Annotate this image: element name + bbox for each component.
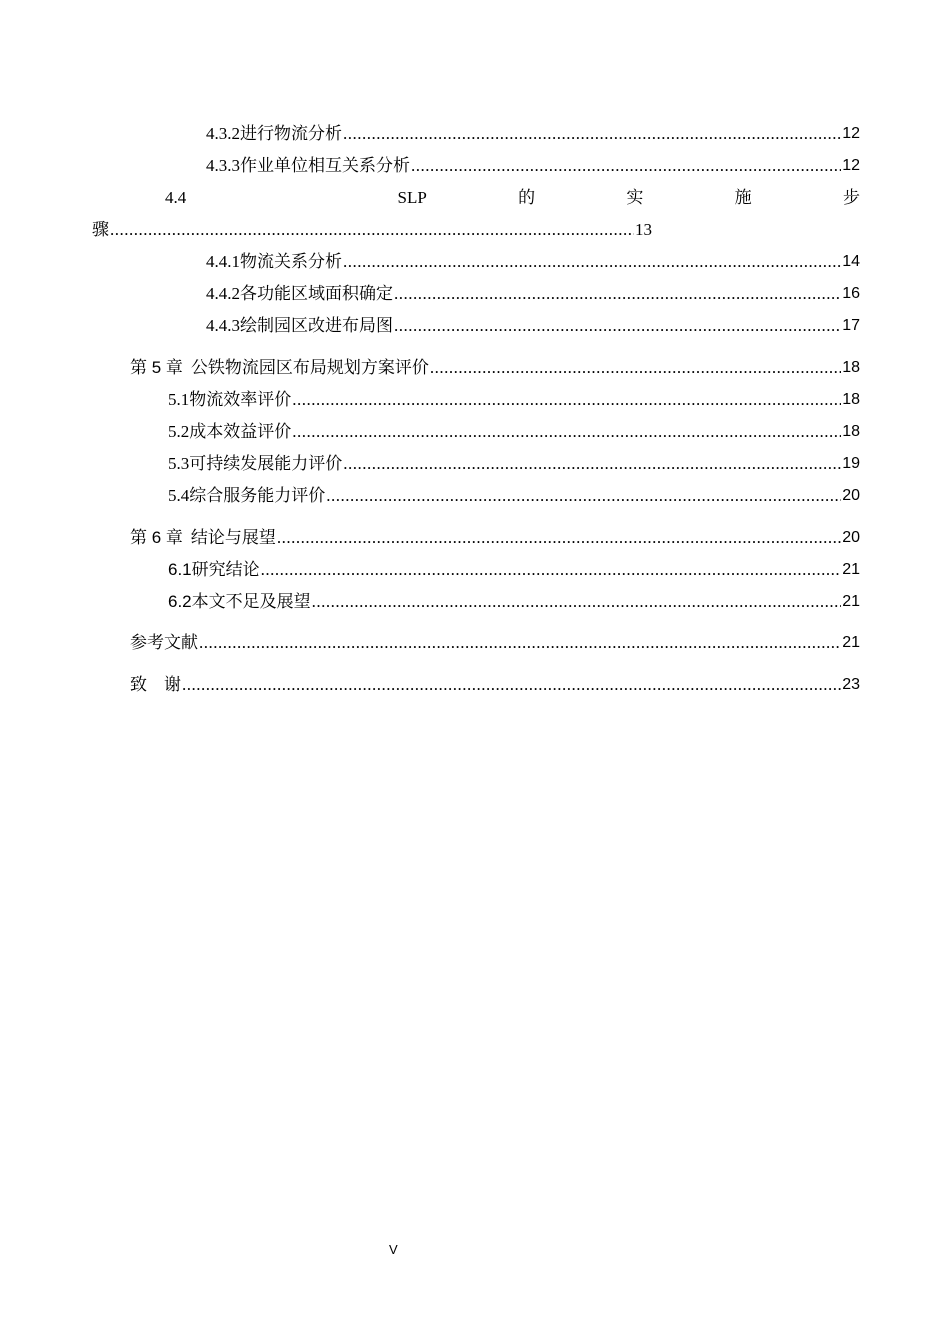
toc-entry-5-1[interactable] [168, 386, 860, 410]
toc-leader [326, 486, 841, 506]
toc-entry-5-2[interactable] [168, 418, 860, 442]
toc-title-part: 骤 [92, 220, 109, 239]
toc-leader [312, 592, 842, 612]
toc-number: 6.1 [168, 560, 192, 579]
toc-entry-4-4-3[interactable] [206, 312, 860, 336]
toc-leader [261, 560, 842, 580]
toc-number: 6.2 [168, 592, 192, 611]
toc-title: 进行物流分析 [240, 124, 342, 143]
toc-page: 23 [842, 676, 860, 693]
toc-page: 21 [842, 634, 860, 651]
toc-page: 21 [842, 593, 860, 610]
toc-title: 结论与展望 [190, 528, 276, 547]
toc-title: 可持续发展能力评价 [189, 454, 343, 473]
toc-entry-6-2[interactable] [168, 588, 860, 612]
toc-page: 14 [842, 253, 860, 270]
toc-title: 本文不足及展望 [191, 592, 311, 611]
toc-leader [199, 633, 841, 653]
toc-leader [110, 220, 634, 240]
toc-title: 成本效益评价 [189, 422, 292, 441]
toc-title: 公铁物流园区布局规划方案评价 [190, 358, 429, 377]
toc-leader [292, 390, 841, 410]
toc-page: 16 [842, 285, 860, 302]
toc-title: 研究结论 [191, 560, 260, 579]
toc-number: 4.4 [165, 188, 187, 207]
toc-title: 参考文献 [130, 633, 198, 652]
toc-page: 17 [842, 317, 860, 334]
toc-entry-chapter-5[interactable] [130, 354, 860, 378]
toc-entry-4-4-1[interactable] [206, 248, 860, 272]
toc-entry-acknowledgements[interactable] [130, 671, 860, 695]
toc-title-part: 实 [626, 188, 644, 207]
toc-number: 4.3.3 [206, 156, 240, 175]
toc-chapter-number: 第 5 章 [130, 358, 183, 377]
toc-page: 13 [635, 220, 652, 239]
toc-number: 4.4.1 [206, 252, 240, 271]
toc-number: 5.3 [168, 454, 190, 473]
toc-page: 18 [842, 423, 860, 440]
toc-page: 19 [842, 455, 860, 472]
toc-title: 作业单位相互关系分析 [240, 156, 410, 175]
toc-title-part: 的 [518, 188, 536, 207]
toc-entry-6-1[interactable] [168, 556, 860, 580]
toc-leader [430, 358, 841, 378]
toc-leader [394, 284, 841, 304]
toc-entry-references[interactable] [130, 629, 860, 653]
toc-title: 绘制园区改进布局图 [240, 316, 393, 335]
toc-page: 12 [842, 125, 860, 142]
toc-entry-4-4-2[interactable] [206, 280, 860, 304]
toc-leader [182, 675, 841, 695]
toc-title: 综合服务能力评价 [189, 486, 326, 505]
toc-leader [411, 156, 841, 176]
toc-number: 5.2 [168, 422, 190, 441]
toc-entry-4-3-2[interactable] [206, 120, 860, 144]
toc-page: 20 [842, 529, 860, 546]
toc-page: 18 [842, 359, 860, 376]
toc-page: 20 [842, 487, 860, 504]
toc-page: 12 [842, 157, 860, 174]
toc-title: 物流关系分析 [240, 252, 342, 271]
toc-title-part: SLP [397, 188, 427, 207]
toc-title: 物流效率评价 [189, 390, 292, 409]
toc-entry-4-4[interactable] [165, 184, 860, 208]
toc-title-part: 施 [734, 188, 752, 207]
toc-leader [292, 422, 841, 442]
toc-entry-5-3[interactable] [168, 450, 860, 474]
toc-title: 各功能区域面积确定 [240, 284, 393, 303]
toc-leader [277, 528, 841, 548]
toc-entry-5-4[interactable] [168, 482, 860, 506]
page-number: V [389, 1242, 398, 1257]
toc-leader [394, 316, 841, 336]
toc-page: 18 [842, 391, 860, 408]
toc-entry-4-3-3[interactable] [206, 152, 860, 176]
toc-page: 21 [842, 561, 860, 578]
toc-leader [343, 252, 841, 272]
toc-number: 4.4.3 [206, 316, 240, 335]
toc-title: 致 谢 [130, 675, 181, 694]
toc-entry-chapter-6[interactable] [130, 524, 860, 548]
toc-chapter-number: 第 6 章 [130, 528, 183, 547]
toc-number: 5.1 [168, 390, 190, 409]
toc-number: 4.4.2 [206, 284, 240, 303]
toc-number: 4.3.2 [206, 124, 240, 143]
toc-title-part: 步 [842, 188, 860, 207]
toc-leader [343, 124, 841, 144]
toc-leader [343, 454, 841, 474]
toc-number: 5.4 [168, 486, 190, 505]
toc-entry-4-4-continuation[interactable] [92, 216, 652, 240]
